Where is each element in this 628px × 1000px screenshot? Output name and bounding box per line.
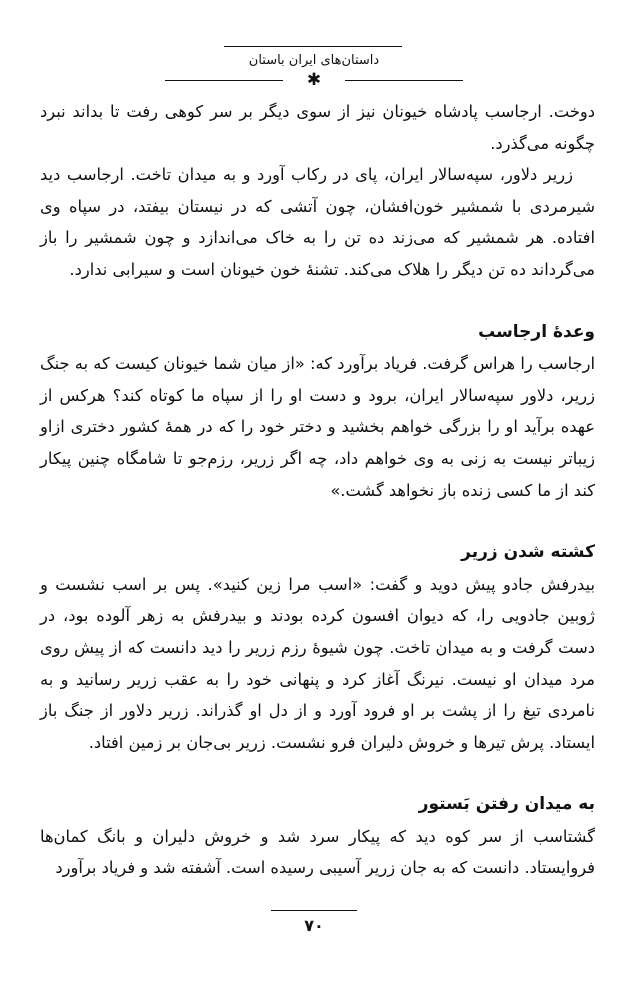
section-heading: وعدهٔ ارجاسب [478,321,595,342]
header-rule-right [345,80,463,81]
section-gap [40,506,595,537]
section-gap [40,758,595,789]
section-gap [40,286,595,317]
section-heading: به میدان رفتن بَستور [418,794,595,815]
paragraph: زریر دلاور، سپه‌سالار ایران، پای در رکاب آورد و به میدان تاخت. ارجاسب دید شیرمردی با شمشیر خون‌افشان، چون آتشی که در نیستان بیفتد، در سپاه وی افتاده. هر شمشیر که می‌زند ده تن را به خاک می‌اندازد و چون شمشیر را باز می‌گرداند ده تن دیگر را هلاک می‌کند. تشنهٔ خون خیونان است و سیرابی ندارد. [40,165,595,279]
paragraph: دوخت. ارجاسب پادشاه خیونان نیز از سوی دیگر بر سر کوهی رفت تا بداند نبرد چگونه می‌گذرد. [40,102,595,153]
paragraph: گشتاسب از سر کوه دید که پیکار سرد شد و خروش دلیران و بانگ کمان‌ها فروایستاد. دانست که به جان زریر آسیبی رسیده است. آشفته شد و فریاد برآورد [40,826,595,878]
ornament-star-icon: ✱ [306,70,322,90]
section-heading: کشته شدن زریر [461,542,595,563]
paragraph: ارجاسب را هراس گرفت. فریاد برآورد که: «از میان شما خیونان کیست که به جنگ زریر، دلاور سپه‌سالار ایران، برود و دست او را از سپاه ما کوتاه کند؟ هرکس از عهده برآید او را بزرگی خواهم بخشید و دختر خود را که در همهٔ کشور دختری ازاو زیباتر نیست به زنی به وی خواهم داد، چه اگر زریر، رزم‌جو تا شامگاه چنین پیکار کند از ما کسی زنده باز نخواهد گشت.» [40,354,595,500]
paragraph: بیدرفش جادو پیش دوید و گفت: «اسب مرا زین کنید». پس بر اسب نشست و ژوبین جادویی را، که دیوان افسون کرده بودند و بیدرفش به زهر آلوده بود، در دست گرفت و به میدان تاخت. چون شیوهٔ رزم زریر را دید دانست که از پیش روی مرد میدان او نیست. نیرنگ آغاز کرد و پنهانی خود را به عقب زریر رسانید و به نامردی تیغ را از پشت بر او فرود آورد و از دل او گذراند. زریر دلاور از جنگ باز ایستاد. پرش تیرها و خروش دلیران فرو نشست. زریر بی‌جان بر زمین افتاد. [40,574,595,752]
running-title: داستان‌های ایران باستان [248,53,380,68]
page-number: ۷۰ [304,916,324,935]
footer-rule [271,910,357,911]
header-rule-left [165,80,283,81]
header-rule-top [224,46,402,47]
body-text [40,96,595,884]
running-header [0,38,628,98]
